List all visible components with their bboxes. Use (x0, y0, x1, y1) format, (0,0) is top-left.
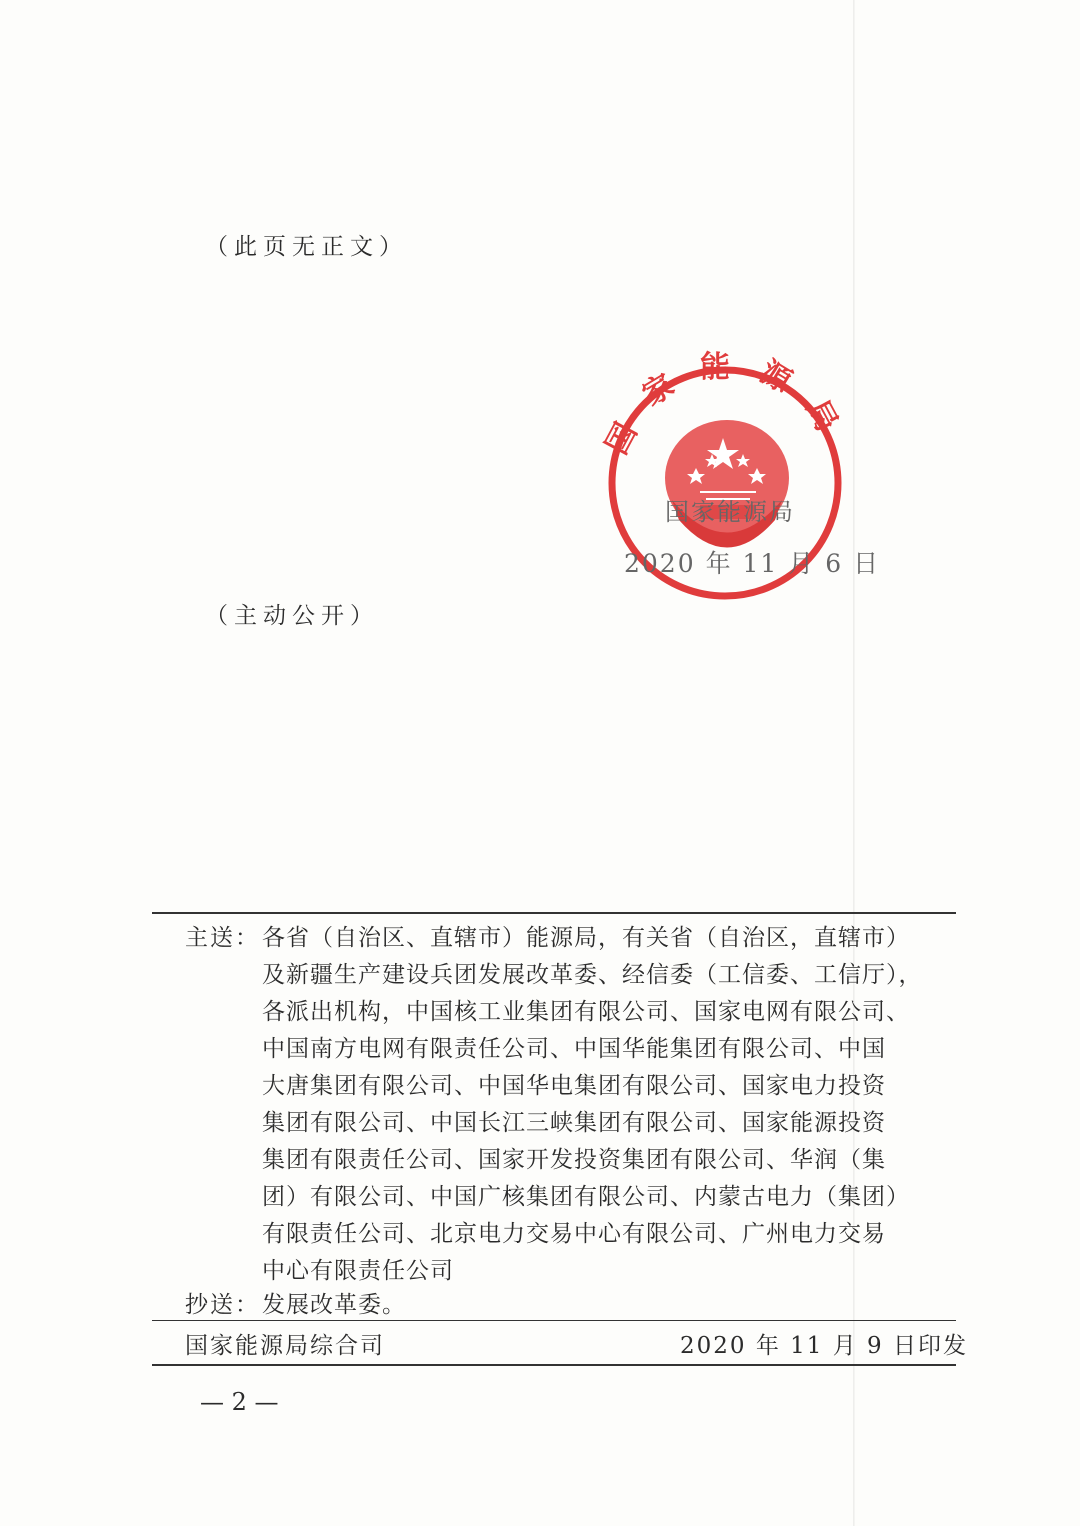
main-recipients-line: 集团有限责任公司、国家开发投资集团有限公司、华润（集 (262, 1147, 886, 1173)
main-recipients-label: 主送： (185, 925, 260, 951)
main-recipients-line: 集团有限公司、中国长江三峡集团有限公司、国家能源投资 (262, 1110, 886, 1136)
signature-org: 国家能源局 (665, 498, 795, 526)
issue-date: 2020 年 11 月 9 日印发 (680, 1333, 968, 1359)
national-emblem-icon (665, 420, 789, 548)
bottom-rule (152, 1364, 956, 1366)
main-recipients-line: 中心有限责任公司 (262, 1258, 454, 1284)
middle-rule (152, 1320, 956, 1321)
seal-text: 国家能源局 (599, 350, 857, 461)
main-recipients-line: 有限责任公司、北京电力交易中心有限公司、广州电力交易 (262, 1221, 886, 1247)
main-recipients-line: 中国南方电网有限责任公司、中国华能集团有限公司、中国 (262, 1036, 886, 1062)
main-recipients-line: 大唐集团有限公司、中国华电集团有限公司、国家电力投资 (262, 1073, 886, 1099)
main-recipients-line: 各派出机构，中国核工业集团有限公司、国家电网有限公司、 (262, 999, 910, 1025)
no-body-note: （此页无正文） (205, 234, 408, 260)
main-recipients-line: 各省（自治区、直辖市）能源局，有关省（自治区，直辖市） (262, 925, 910, 951)
cc-label: 抄送： (185, 1292, 260, 1318)
disclosure-note: （主动公开） (205, 603, 379, 629)
main-recipients-line: 及新疆生产建设兵团发展改革委、经信委（工信委、工信厅）， (262, 962, 923, 988)
cc-recipients: 发展改革委。 (262, 1292, 406, 1318)
page-number: — 2 — (200, 1388, 279, 1416)
top-rule (152, 912, 956, 914)
issuer: 国家能源局综合司 (185, 1333, 385, 1359)
signature-date: 2020 年 11 月 6 日 (624, 549, 881, 578)
main-recipients-line: 团）有限公司、中国广核集团有限公司、内蒙古电力（集团） (262, 1184, 910, 1210)
